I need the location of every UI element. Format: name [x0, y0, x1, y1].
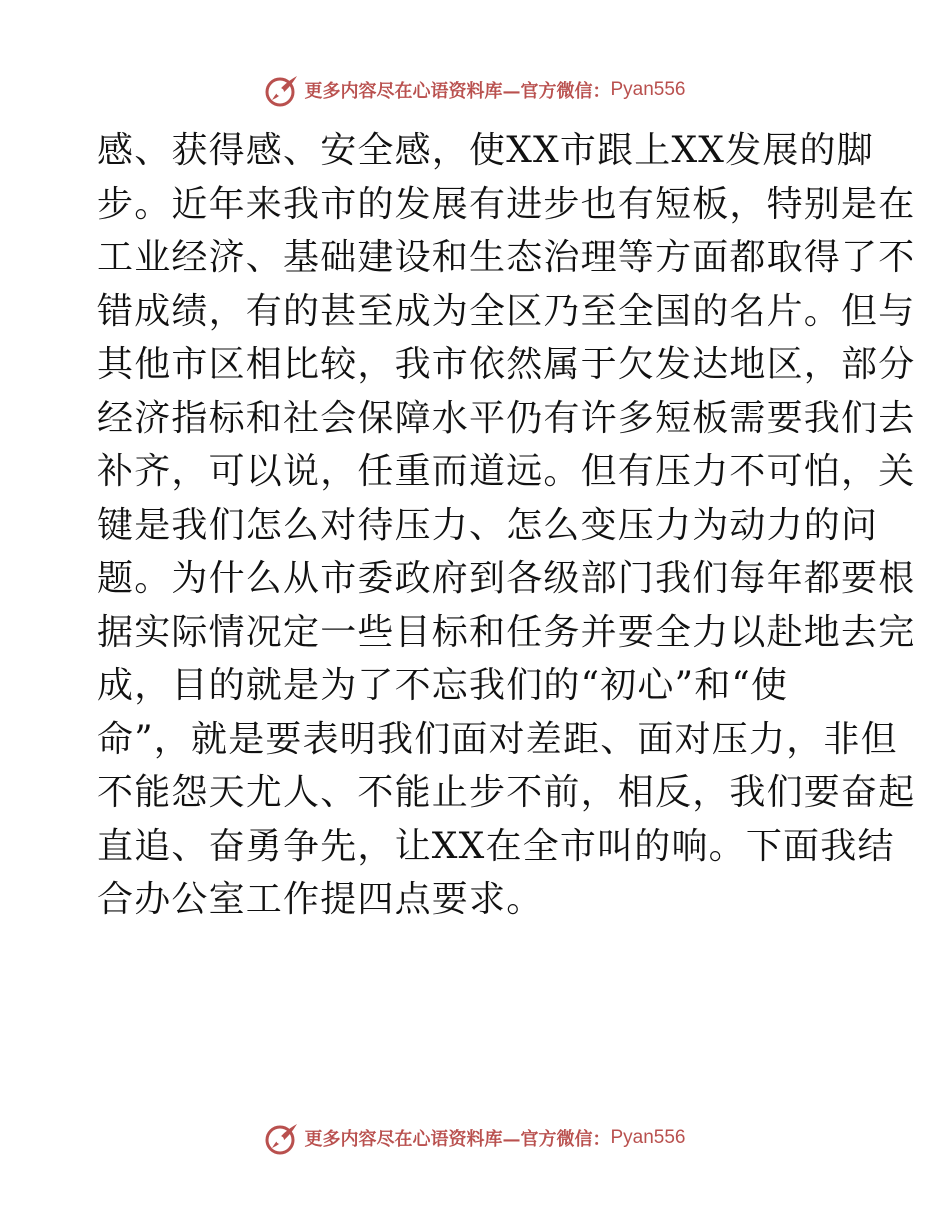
footer-banner — [0, 1118, 950, 1158]
body-line: 感、获得感、安全感，使XX市跟上XX发展的脚 — [97, 130, 874, 171]
body-line: 合办公室工作提四点要求。 — [97, 879, 544, 920]
header-wechat-id: Pyan556 — [610, 79, 686, 100]
body-line: 键是我们怎么对待压力、怎么变压力为动力的问 — [97, 504, 879, 546]
body-line: 其他市区相比较，我市依然属于欠发达地区，部分 — [97, 344, 916, 385]
quill-pen-logo-icon — [264, 1120, 300, 1156]
body-line: 直追、奋勇争先，让XX在全市叫的响。下面我结 — [97, 825, 895, 867]
header-banner — [0, 70, 950, 110]
body-line: 经济指标和社会保障水平仍有许多短板需要我们去 — [97, 397, 916, 439]
body-line: 不能怨天尤人、不能止步不前，相反，我们要奋起 — [97, 772, 916, 813]
body-line: 题。为什么从市委政府到各级部门我们每年都要根 — [97, 558, 916, 599]
body-line: 据实际情况定一些目标和任务并要全力以赴地去完 — [97, 611, 916, 653]
body-line: 错成绩，有的甚至成为全区乃至全国的名片。但与 — [97, 290, 916, 332]
body-line: 命”，就是要表明我们面对差距、面对压力，非但 — [97, 718, 898, 760]
body-line: 步。近年来我市的发展有进步也有短板，特别是在 — [97, 183, 916, 225]
footer-text: 更多内容尽在心语资料库—官方微信： — [304, 1129, 611, 1150]
body-line: 工业经济、基础建设和生态治理等方面都取得了不 — [97, 237, 916, 278]
quill-pen-logo-icon — [264, 72, 300, 108]
body-line: 成，目的就是为了不忘我们的“初心”和“使 — [97, 665, 789, 706]
header-text: 更多内容尽在心语资料库—官方微信： — [304, 81, 611, 102]
body-line: 补齐，可以说，任重而道远。但有压力不可怕，关 — [97, 451, 916, 492]
footer-wechat-id: Pyan556 — [610, 1127, 686, 1148]
document-body — [97, 124, 916, 927]
